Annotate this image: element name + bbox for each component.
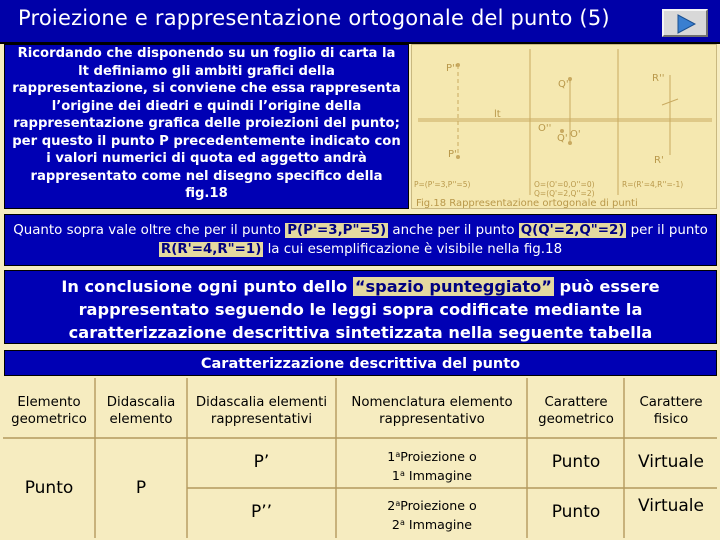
play-triangle-icon <box>676 14 696 34</box>
header-elemento-geometrico: Elemento geometrico <box>11 395 87 427</box>
table-title: Caratterizzazione descrittiva del punto <box>4 350 717 376</box>
caption-r: R=(R'=4,R''=-1) <box>622 180 684 189</box>
row1-rep: P’ <box>253 452 270 472</box>
conclusion-highlight: “spazio punteggiato” <box>354 277 552 296</box>
conclusion-text-post: può essere rappresentato seguendo le leggi sopra codificate mediante la caratterizzazione descrittiva sintetizzata nella seguente tabella <box>68 277 660 342</box>
middle-text-post2: la cui esemplificazione è visibile nella fig.18 <box>263 242 563 257</box>
label-r1: R' <box>654 155 664 166</box>
middle-panel <box>4 214 717 266</box>
caption-o: O=(O'=0,O''=0) <box>534 180 595 189</box>
row2-geo: Punto <box>551 502 601 522</box>
label-q2: Q'' <box>558 79 572 90</box>
next-slide-button[interactable] <box>662 9 708 37</box>
title-bar <box>0 0 720 44</box>
figure-caption: Fig.18 Rappresentazione ortogonale di punti <box>416 198 638 209</box>
cell-caption: P <box>135 478 147 498</box>
caption-q: Q=(Q'=2,Q''=2) <box>534 189 595 198</box>
point-p: P(P'=3,P"=5) <box>287 223 387 238</box>
page-title: Proiezione e rappresentazione ortogonale del punto (5) <box>18 6 610 30</box>
conclusion-text-pre: In conclusione ogni punto dello <box>61 277 353 296</box>
row1-nomenclature: 1$^a$Proiezione o 1$^a$ Immagine <box>387 449 477 483</box>
caption-p: P=(P'=3,P''=5) <box>414 180 471 189</box>
header-carattere-geometrico: Carattere geometrico <box>538 395 614 427</box>
row2-rep: P’’ <box>250 502 273 522</box>
label-lt: lt <box>494 109 501 120</box>
point-q: Q(Q'=2,Q"=2) <box>520 223 625 238</box>
header-nomenclatura: Nomenclatura elemento rappresentativo <box>351 395 513 427</box>
label-p2: P'' <box>446 63 458 74</box>
middle-text-pre: Quanto sopra vale oltre che per il punto <box>13 223 286 238</box>
row2-phys: Virtuale <box>637 496 704 516</box>
figure-18 <box>411 44 717 209</box>
row1-geo: Punto <box>551 452 601 472</box>
label-o1: O' <box>570 129 581 140</box>
header-carattere-fisico: Carattere fisico <box>639 395 703 427</box>
intro-panel <box>4 44 409 209</box>
figure-18-drawing <box>412 45 717 209</box>
point-r: R(R'=4,R"=1) <box>160 242 262 257</box>
conclusion-panel <box>4 270 717 344</box>
row1-phys: Virtuale <box>637 452 704 472</box>
label-r2: R'' <box>652 73 665 84</box>
label-o2: O'' <box>538 123 552 134</box>
label-p1: P' <box>448 149 457 160</box>
middle-text-post1: per il punto <box>626 223 708 238</box>
header-didascalia-elemento: Didascalia elemento <box>106 395 176 427</box>
intro-text: Ricordando che disponendo su un foglio di carta la lt definiamo gli ambiti grafici della rappresentazione, si conviene che essa rappresenta l’origine dei diedri e quindi l’origine della rappresentazione grafica delle proiezioni del punto; per questo il punto P precedentemente indicato con i valori numerici di quota ed aggetto andrà rappresentato come nel disegno specifico della fig.18 <box>12 46 401 201</box>
header-didascalia-elementi: Didascalia elementi rappresentativi <box>195 395 328 427</box>
middle-text-mid: anche per il punto <box>388 223 519 238</box>
row2-nomenclature: 2$^a$Proiezione o 2$^a$ Immagine <box>387 498 477 532</box>
cell-element: Punto <box>24 478 74 498</box>
label-q1: Q' <box>557 133 568 144</box>
